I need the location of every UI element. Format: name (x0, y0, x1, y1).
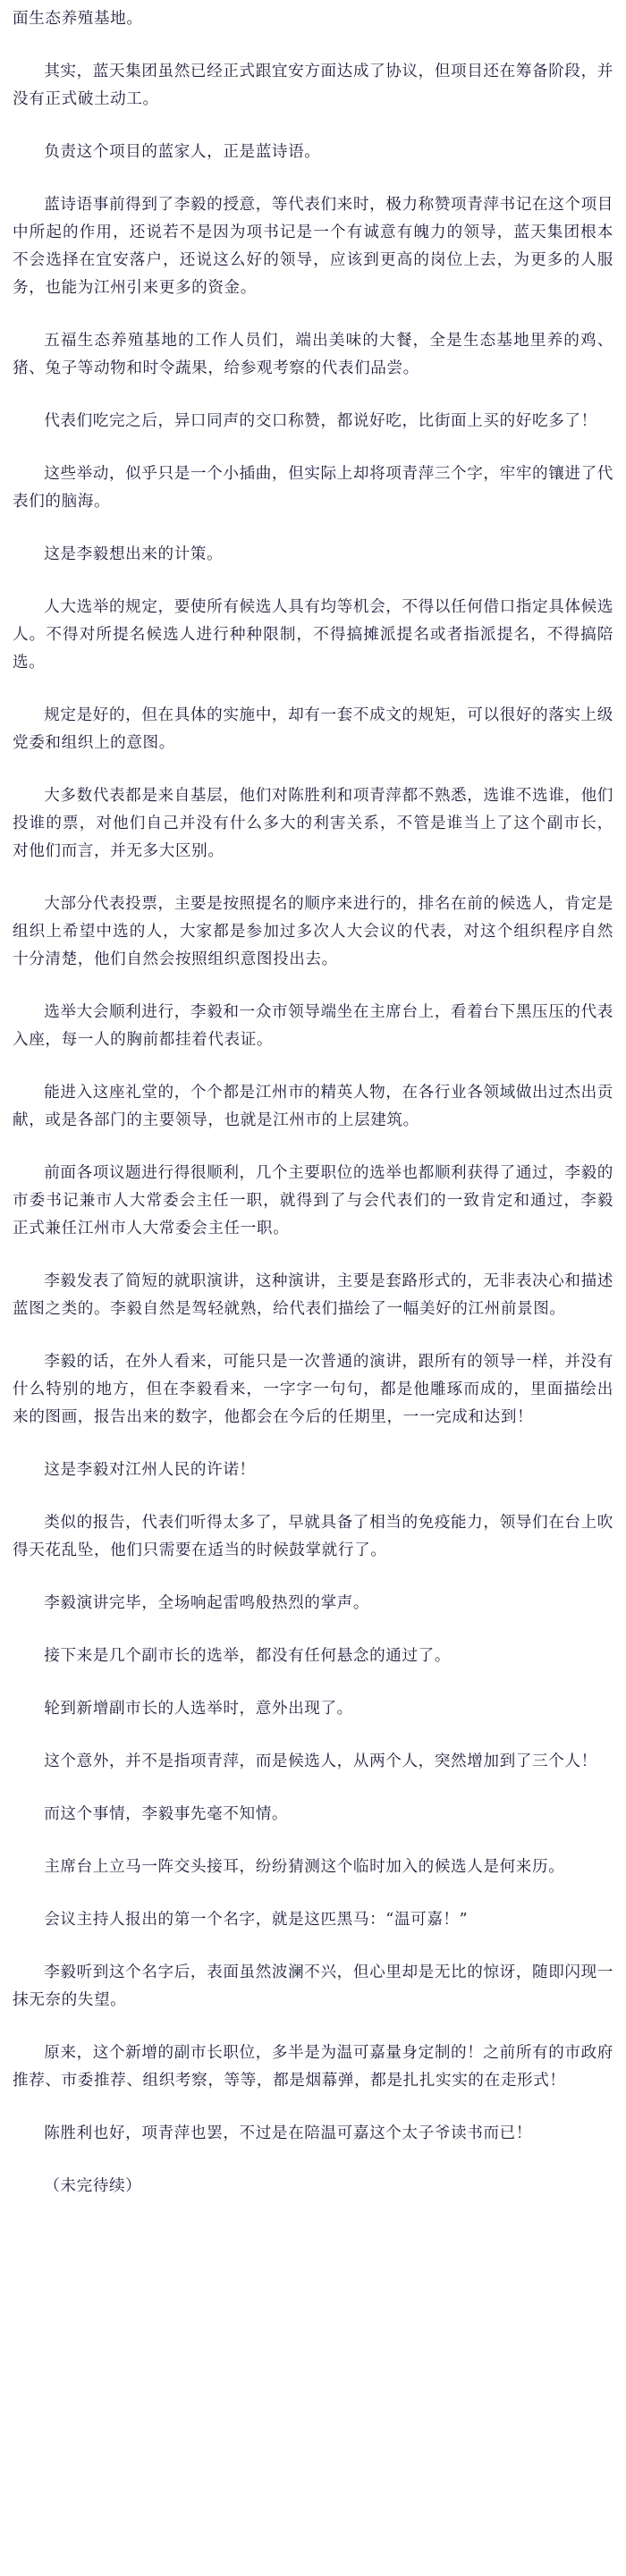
paragraph-7: 这些举动，似乎只是一个小插曲，但实际上却将项青萍三个字，牢牢的镶进了代表们的脑海。 (13, 465, 613, 511)
paragraph-5: 五福生态养殖基地的工作人员们，端出美味的大餐，全是生态基地里养的鸡、猪、兔子等动物和时令蔬果，给参观考察的代表们品尝。 (13, 332, 613, 377)
paragraph-14: 能进入这座礼堂的，个个都是江州市的精英人物，在各行业各领域做出过杰出贡献，或是各部门的主要领导，也就是江州市的上层建筑。 (13, 1084, 613, 1129)
paragraph-19: 类似的报告，代表们听得太多了，早就具备了相当的免疫能力，领导们在台上吹得天花乱坠，他们只需要在适当的时候鼓掌就行了。 (13, 1514, 613, 1559)
paragraph-6: 代表们吃完之后，异口同声的交口称赞，都说好吃，比街面上买的好吃多了！ (44, 412, 597, 430)
paragraph-18: 这是李毅对江州人民的许诺！ (44, 1461, 256, 1479)
paragraph-21: 接下来是几个副市长的选举，都没有任何悬念的通过了。 (44, 1647, 452, 1665)
paragraph-16: 李毅发表了简短的就职演讲，这种演讲，主要是套路形式的，无非表决心和描述蓝图之类的。李毅自然是驾轻就熟，给代表们描绘了一幅美好的江州前景图。 (13, 1272, 613, 1318)
paragraph-9: 人大选举的规定，要使所有候选人具有均等机会，不得以任何借口指定具体候选人。不得对所提名候选人进行种种限制，不得搞摊派提名或者指派提名，不得搞陪选。 (13, 598, 613, 671)
paragraph-22: 轮到新增副市长的人选举时，意外出现了。 (44, 1700, 353, 1718)
paragraph-27: 李毅听到这个名字后，表面虽然波澜不兴，但心里却是无比的惊讶，随即闪现一抹无奈的失望。 (13, 1964, 613, 2009)
paragraph-24: 而这个事情，李毅事先毫不知情。 (44, 1805, 289, 1823)
paragraph-28: 原来，这个新增的副市长职位，多半是为温可嘉量身定制的！之前所有的市政府推荐、市委推荐、组织考察，等等，都是烟幕弹，都是扎扎实实的在走形式！ (13, 2044, 613, 2090)
paragraph-23: 这个意外，并不是指项青萍，而是候选人，从两个人，突然增加到了三个人！ (44, 1753, 597, 1770)
paragraph-25: 主席台上立马一阵交头接耳，纷纷猜测这个临时加入的候选人是何来历。 (44, 1858, 565, 1876)
paragraph-15: 前面各项议题进行得很顺利，几个主要职位的选举也都顺利获得了通过，李毅的市委书记兼市人大常委会主任一职，就得到了与会代表们的一致肯定和通过，李毅正式兼任江州市人大常委会主任一职。 (13, 1164, 613, 1237)
to-be-continued-note: （未完待续） (44, 2177, 142, 2195)
paragraph-12: 大部分代表投票，主要是按照提名的顺序来进行的，排名在前的候选人，肯定是组织上希望中选的人，大家都是参加过多次人大会议的代表，对这个组织程序自然十分清楚，他们自然会按照组织意图投出去。 (13, 895, 613, 968)
paragraph-17: 李毅的话，在外人看来，可能只是一次普通的演讲，跟所有的领导一样，并没有什么特别的地方，但在李毅看来，一字字一句句，都是他雕琢而成的，里面描绘出来的图画，报告出来的数字，他都会在今后的任期里，一一完成和达到！ (13, 1353, 613, 1426)
paragraph-29: 陈胜利也好，项青萍也罢，不过是在陪温可嘉这个太子爷读书而已！ (44, 2124, 533, 2142)
paragraph-2: 其实，蓝天集团虽然已经正式跟宜安方面达成了协议，但项目还在筹备阶段，并没有正式破土动工。 (13, 63, 613, 108)
paragraph-4: 蓝诗语事前得到了李毅的授意，等代表们来时，极力称赞项青萍书记在这个项目中所起的作用，还说若不是因为项书记是一个有诚意有魄力的领导，蓝天集团根本不会选择在宜安落户，还说这么好的领导，应该到更高的岗位上去，为更多的人服务，也能为江州引来更多的资金。 (13, 196, 613, 297)
paragraph-13: 选举大会顺利进行，李毅和一众市领导端坐在主席台上，看着台下黑压压的代表入座，每一人的胸前都挂着代表证。 (13, 1003, 613, 1049)
paragraph-11: 大多数代表都是来自基层，他们对陈胜利和项青萍都不熟悉，选谁不选谁，他们投谁的票，对他们自己并没有什么多大的利害关系，不管是谁当上了这个副市长，对他们而言，并无多大区别。 (13, 787, 613, 860)
paragraph-8: 这是李毅想出来的计策。 (44, 545, 224, 563)
paragraph-1: 面生态养殖基地。 (13, 10, 143, 28)
paragraph-10: 规定是好的，但在具体的实施中，却有一套不成文的规矩，可以很好的落实上级党委和组织上的意图。 (13, 706, 613, 752)
paragraph-20: 李毅演讲完毕，全场响起雷鸣般热烈的掌声。 (44, 1594, 370, 1612)
paragraph-3: 负责这个项目的蓝家人，正是蓝诗语。 (44, 143, 321, 161)
paragraph-26: 会议主持人报出的第一个名字，就是这匹黑马：“温可嘉！” (44, 1911, 469, 1929)
